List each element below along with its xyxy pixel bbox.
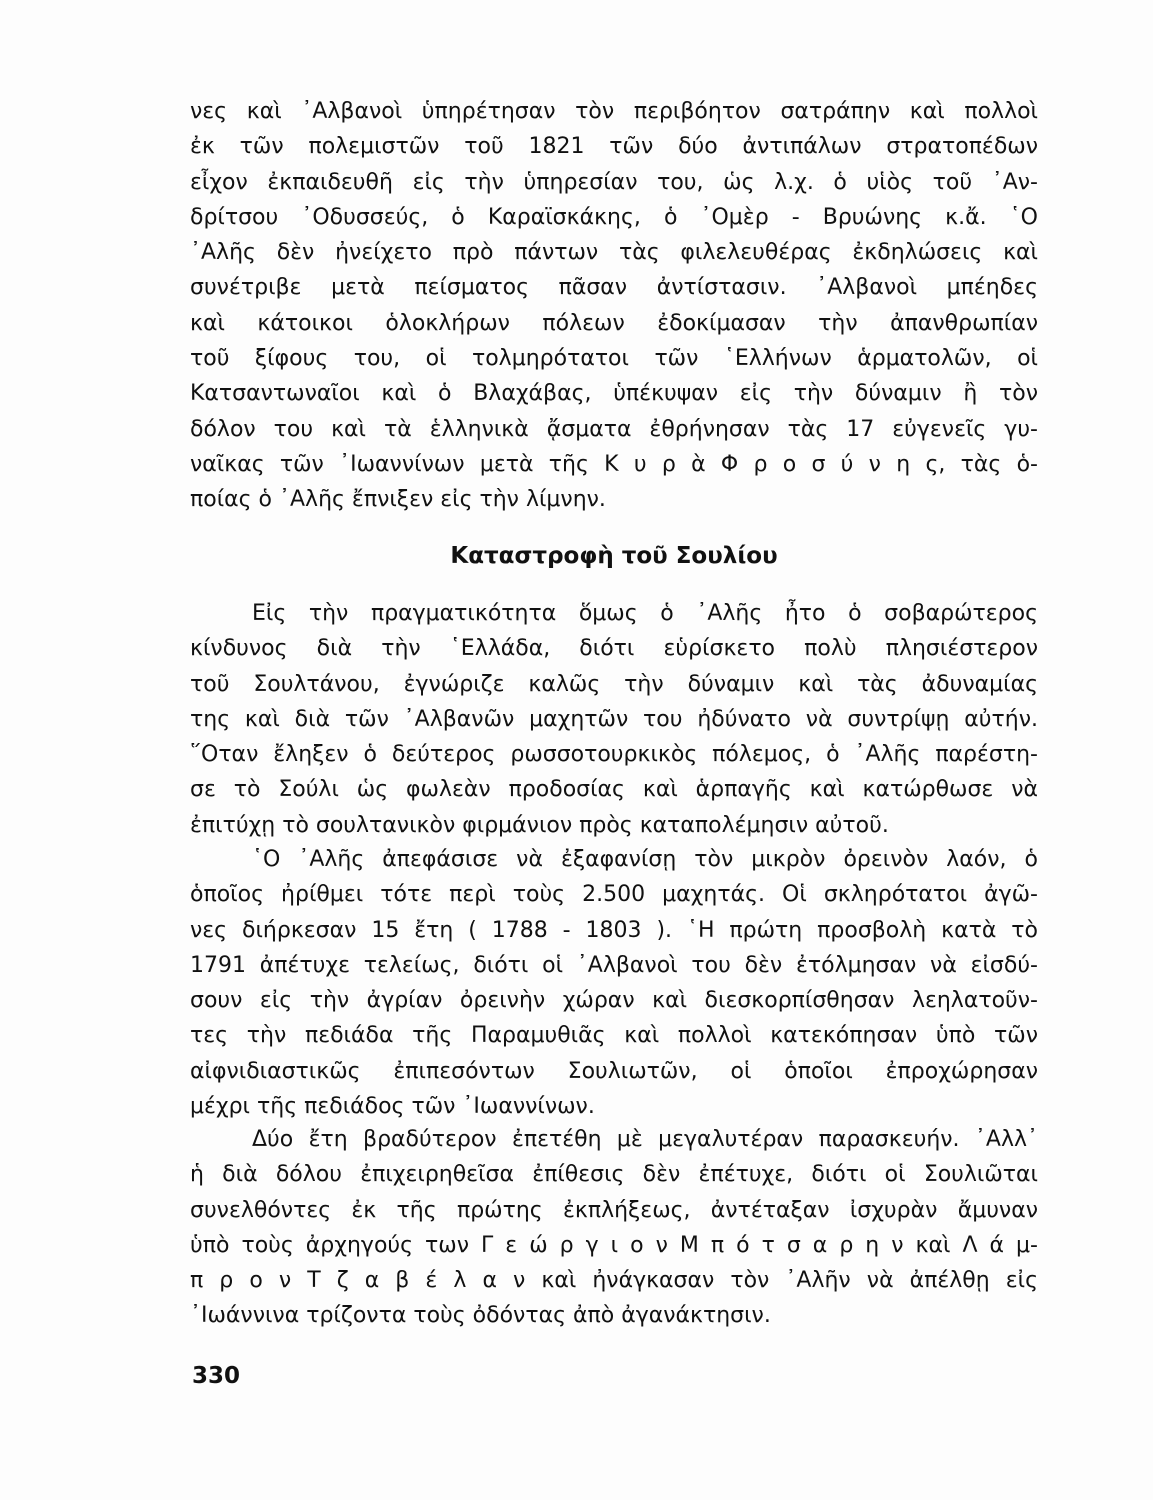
text-line: τοῦ ξίφους του, οἱ τολμηρότατοι τῶν ῾Ελλήνων ἁρματολῶν, οἱ [190,346,1038,372]
text-line: ῞Οταν ἔληξεν ὁ δεύτερος ρωσσοτουρκικὸς πόλεμος, ὁ ᾿Αλῆς παρέστη- [190,742,1038,768]
text-line: μέχρι τῆς πεδιάδος τῶν ᾿Ιωαννίνων. [190,1094,595,1120]
text-line: ὑπὸ τοὺς ἀρχηγούς των Γ ε ώ ρ γ ι ο ν Μ π ό τ σ α ρ η ν καὶ Λ ά μ- [190,1232,1038,1258]
text-line: της καὶ διὰ τῶν ᾿Αλβανῶν μαχητῶν του ἠδύνατο νὰ συντρίψῃ αὐτήν. [190,706,1038,732]
text-line: ἐπιτύχῃ τὸ σουλτανικὸν φιρμάνιον πρὸς καταπολέμησιν αὐτοῦ. [190,812,889,838]
text-line: καὶ κάτοικοι ὁλοκλήρων πόλεων ἐδοκίμασαν τὴν ἀπανθρωπίαν [190,310,1038,336]
text-line: αἰφνιδιαστικῶς ἐπιπεσόντων Σουλιωτῶν, οἱ ὁποῖοι ἐπροχώρησαν [190,1058,1038,1084]
paragraph-3 [190,842,1038,1124]
text-line: ναῖκας τῶν ᾿Ιωαννίνων μετὰ τῆς Κ υ ρ ὰ Φ ρ ο σ ύ ν η ς, τὰς ὁ- [190,451,1038,477]
text-line: συνέτριβε μετὰ πείσματος πᾶσαν ἀντίστασιν. ᾿Αλβανοὶ μπέηδες [190,275,1038,301]
text-line: Εἰς τὴν πραγματικότητα ὅμως ὁ ᾿Αλῆς ἦτο ὁ σοβαρώτερος [252,601,1038,626]
text-line: νες διήρκεσαν 15 ἔτη ( 1788 - 1803 ). ῾Η πρώτη προσβολὴ κατὰ τὸ [190,917,1038,943]
text-line: συνελθόντες ἐκ τῆς πρώτης ἐκπλήξεως, ἀντέταξαν ἰσχυρὰν ἄμυναν [190,1197,1038,1223]
text-line: σε τὸ Σούλι ὡς φωλεὰν προδοσίας καὶ ἁρπαγῆς καὶ κατώρθωσε νὰ [190,777,1038,803]
text-line: κίνδυνος διὰ τὴν ῾Ελλάδα, διότι εὑρίσκετο πολὺ πλησιέστερον [190,636,1038,662]
text-line: τες τὴν πεδιάδα τῆς Παραμυθιᾶς καὶ πολλοὶ κατεκόπησαν ὑπὸ τῶν [190,1023,1038,1049]
text-line: ἐκ τῶν πολεμιστῶν τοῦ 1821 τῶν δύο ἀντιπάλων στρατοπέδων [190,134,1038,160]
text-line: Δύο ἔτη βραδύτερον ἐπετέθη μὲ μεγαλυτέραν παρασκευήν. ᾿Αλλ᾿ [252,1127,1038,1152]
text-line: ᾿Αλῆς δὲν ἠνείχετο πρὸ πάντων τὰς φιλελευθέρας ἐκδηλώσεις καὶ [190,240,1038,266]
text-line: 1791 ἀπέτυχε τελείως, διότι οἱ ᾿Αλβανοὶ του δὲν ἐτόλμησαν νὰ εἰσδύ- [190,952,1038,978]
text-line: νες καὶ ᾿Αλβανοὶ ὑπηρέτησαν τὸν περιβόητον σατράπην καὶ πολλοὶ [190,99,1038,124]
text-line: σουν εἰς τὴν ἀγρίαν ὀρεινὴν χώραν καὶ διεσκορπίσθησαν λεηλατοῦν- [190,988,1038,1014]
page-number: 330 [192,1363,241,1389]
text-line: ἡ διὰ δόλου ἐπιχειρηθεῖσα ἐπίθεσις δὲν ἐπέτυχε, διότι οἱ Σουλιῶται [190,1162,1038,1188]
text-line: δόλον του καὶ τὰ ἑλληνικὰ ᾄσματα ἐθρήνησαν τὰς 17 εὐγενεῖς γυ- [190,416,1038,442]
text-line: ᾿Ιωάννινα τρίζοντα τοὺς ὀδόντας ἀπὸ ἀγανάκτησιν. [190,1303,771,1329]
text-line: τοῦ Σουλτάνου, ἐγνώριζε καλῶς τὴν δύναμιν καὶ τὰς ἀδυναμίας [190,671,1038,697]
section-heading: Καταστροφὴ τοῦ Σουλίου [450,543,778,569]
paragraph-2 [190,596,1038,843]
text-line: ὁποῖος ἠρίθμει τότε περὶ τοὺς 2.500 μαχητάς. Οἱ σκληρότατοι ἀγῶ- [190,882,1038,908]
text-line: ποίας ὁ ᾿Αλῆς ἔπνιξεν εἰς τὴν λίμνην. [190,487,606,513]
text-line: εἶχον ἐκπαιδευθῆ εἰς τὴν ὑπηρεσίαν του, ὡς λ.χ. ὁ υἱὸς τοῦ ᾿Αν- [190,169,1038,195]
paragraph-1 [190,94,1038,518]
text-line: δρίτσου ᾿Οδυσσεύς, ὁ Καραϊσκάκης, ὁ ᾿Ομὲρ - Βρυώνης κ.ἄ. ῾Ο [190,204,1038,230]
text-line: π ρ ο ν Τ ζ α β έ λ α ν καὶ ἠνάγκασαν τὸν ᾿Αλῆν νὰ ἀπέλθῃ εἰς [190,1268,1038,1294]
paragraph-4 [190,1122,1038,1334]
text-line: Κατσαντωναῖοι καὶ ὁ Βλαχάβας, ὑπέκυψαν εἰς τὴν δύναμιν ἢ τὸν [190,381,1038,407]
text-line: ῾Ο ᾿Αλῆς ἀπεφάσισε νὰ ἐξαφανίσῃ τὸν μικρὸν ὀρεινὸν λαόν, ὁ [252,847,1038,872]
